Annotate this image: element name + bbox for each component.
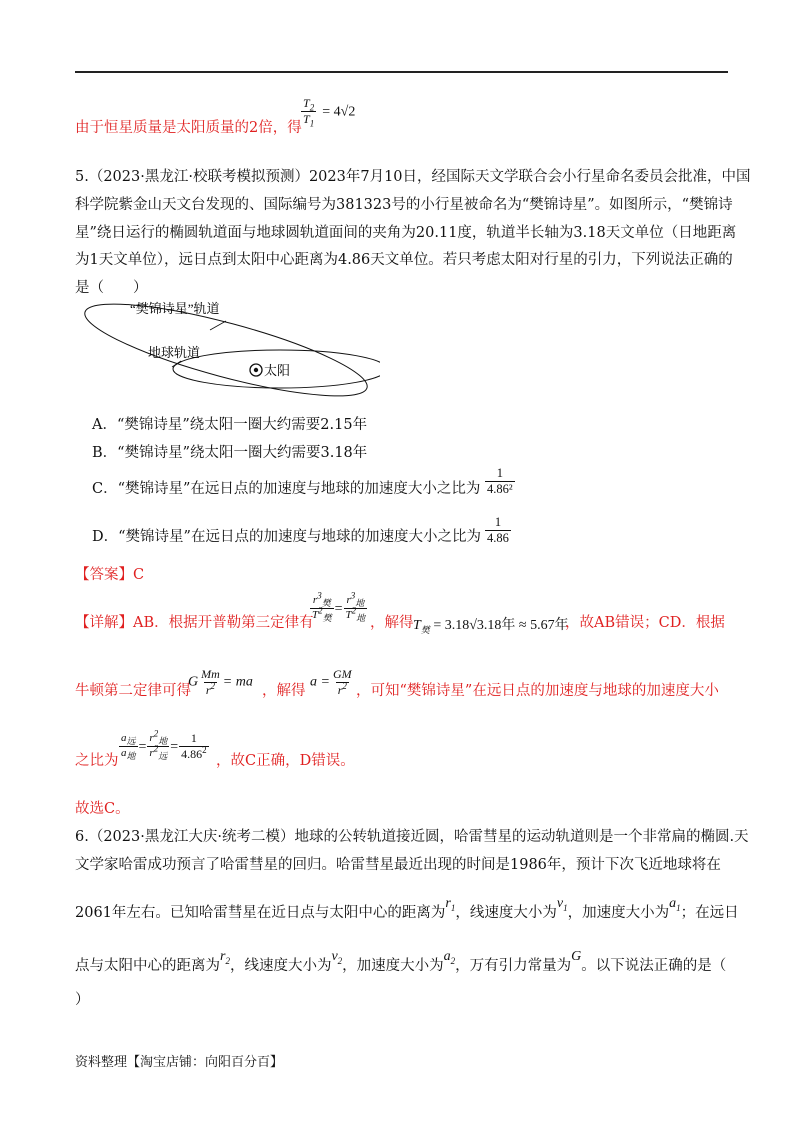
option-c-fraction: $\frac{1}{\text{4.86²}}$ — [487, 466, 513, 497]
orbit-diagram — [70, 295, 380, 400]
label-earth-orbit: 地球轨道 — [148, 345, 201, 360]
label-sun: 太阳 — [264, 363, 291, 378]
option-b: B．“樊锦诗星”绕太阳一圈大约需要3.18年 — [92, 445, 368, 461]
detail-line2b: ，解得 — [262, 683, 306, 699]
footer-text: 资料整理【淘宝店铺：向阳百分百】 — [75, 1055, 284, 1070]
detail-line3a: 之比为 — [75, 753, 119, 769]
option-a: A．“樊锦诗星”绕太阳一圈大约需要2.15年 — [92, 417, 368, 433]
header-rule — [75, 71, 728, 73]
star-orbit-ellipse — [78, 295, 374, 400]
q6-line5: ） — [75, 992, 90, 1008]
detail-label: 【详解】 — [75, 615, 133, 631]
answer — [75, 568, 144, 583]
ratio-equation: $\frac{a_远}{a_地}$ = $\frac{r^2_地}{r^2_远}$ = $\frac{1}{4.86^2}$ — [121, 728, 207, 761]
prev-equation: $\frac{T_2}{T_1}$ = 4√2 — [303, 96, 356, 128]
detail-line2c: ，可知“樊锦诗星”在远日点的加速度与地球的加速度大小 — [356, 683, 719, 699]
kepler-equation: $\frac{r^3_樊}{T^2_樊}$ = $\frac{r^3_地}{T^2_地}$ — [312, 590, 366, 623]
q5-line3: 星”绕日运行的椭圆轨道面与地球圆轨道面间的夹角为20.11度，轨道半长轴为3.18天文单位（日地距离 — [75, 225, 737, 241]
period-calc: $T_樊 = 3.18√3.18$年 ≈ 5.67年 — [413, 618, 569, 635]
option-d: D．“樊锦诗星”在远日点的加速度与地球的加速度大小之比为 — [92, 529, 481, 545]
detail-part2: ，解得 — [370, 615, 414, 631]
q6-line2: 文学家哈雷成功预言了哈雷彗星的回归。哈雷彗星最近出现的时间是1986年，预计下次飞近地球将在 — [75, 857, 721, 873]
detail-part3: ，故AB错误；CD．根据 — [565, 615, 725, 631]
answer-value: C — [133, 567, 145, 583]
prev-conclusion-text: 由于恒星质量是太阳质量的2倍，得 — [75, 120, 302, 136]
detail-line1: 【详解】AB．根据开普勒第三定律有 — [75, 615, 314, 631]
q5-line1: 5.（2023·黑龙江·校联考模拟预测）2023年7月10日，经国际天文学联合会小行星命名委员会批准，中国 — [75, 169, 751, 185]
q5-line4: 为1天文单位），远日点到太阳中心距离为4.86天文单位。若只考虑太阳对行星的引力，下列说法正确的 — [75, 252, 733, 268]
q5-line5: 是（ ） — [75, 280, 148, 296]
answer-label: 【答案】 — [75, 567, 133, 583]
q6-line4: 点与太阳中心的距离为$r_2$，线速度大小为$v_2$，加速度大小为$a_2$，万有引力常量为G。以下说法正确的是（ — [75, 949, 727, 974]
q6-line1: 6.（2023·黑龙江大庆·统考二模）地球的公转轨道接近圆，哈雷彗星的运动轨道则是一个非常扁的椭圆.天 — [75, 829, 749, 845]
q6-line3: 2061年左右。已知哈雷彗星在近日点与太阳中心的距离为$r_1$，线速度大小为$v_1$，加速度大小为$a_1$；在远日 — [75, 896, 739, 921]
q5-line2: 科学院紫金山天文台发现的、国际编号为381323号的小行星被命名为“樊锦诗星”。如图所示，“樊锦诗 — [75, 197, 733, 213]
star-orbit-leader — [210, 321, 226, 330]
acceleration-equation: a = $\frac{GM}{r^2}$ — [310, 667, 352, 697]
option-c: C．“樊锦诗星”在远日点的加速度与地球的加速度大小之比为 — [92, 481, 481, 497]
detail-line2a: 牛顿第二定律可得 — [75, 683, 191, 699]
detail-line3b: ，故C正确，D错误。 — [216, 753, 355, 769]
option-d-fraction: $\frac{1}{4.86}$ — [487, 515, 509, 546]
newton-equation: G $\frac{Mm}{r^2}$ = ma — [188, 667, 253, 697]
label-star-orbit: “樊锦诗星”轨道 — [130, 301, 220, 316]
conclusion: 故选C。 — [75, 801, 130, 817]
